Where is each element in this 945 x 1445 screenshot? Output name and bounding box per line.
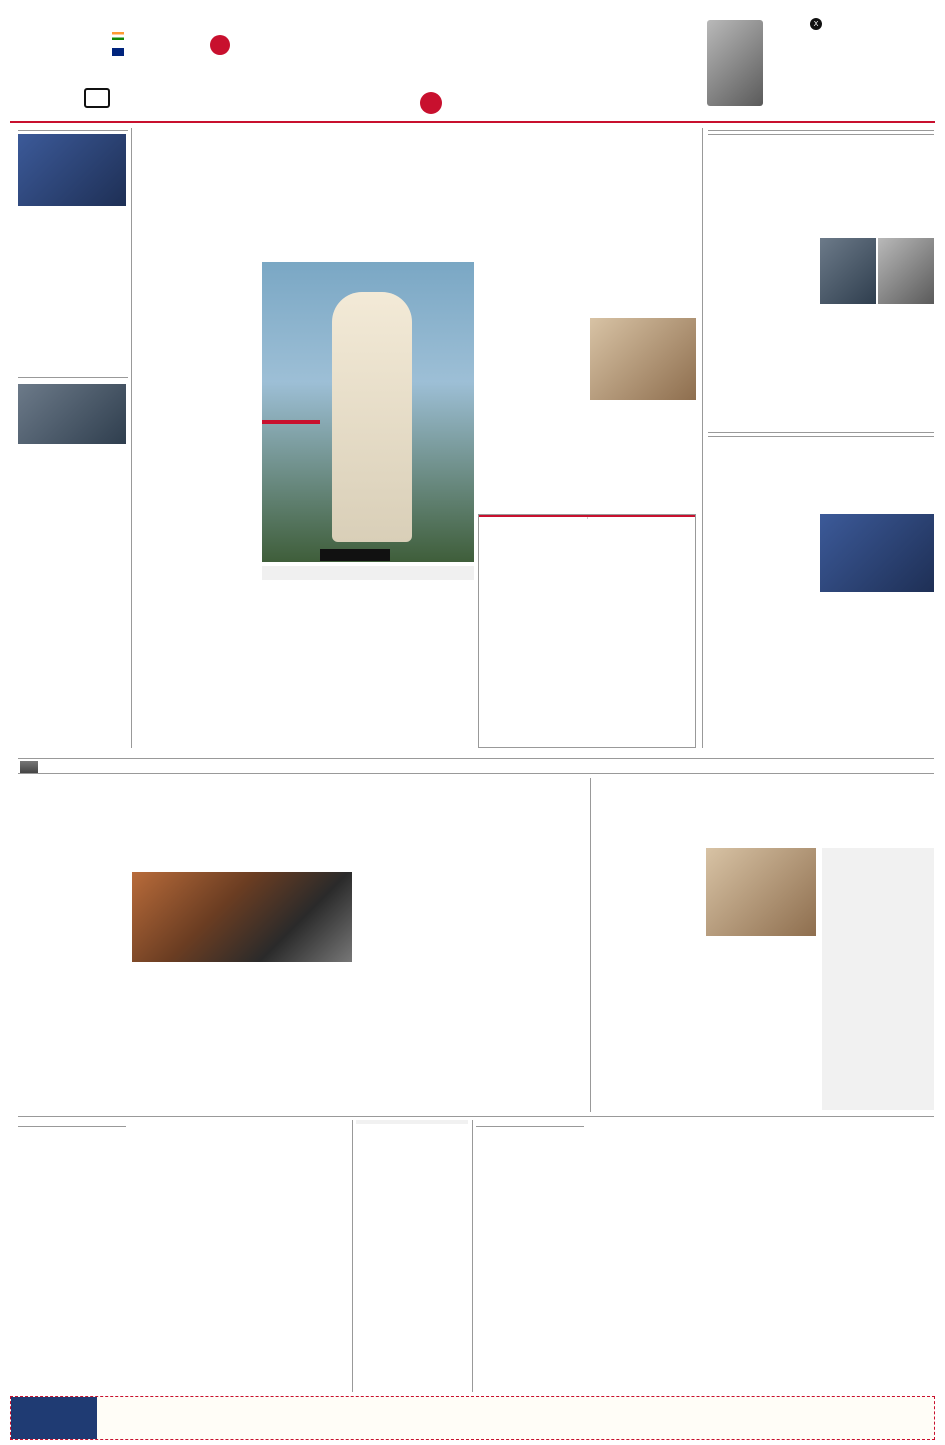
china-body-1 [18, 910, 128, 1110]
china-side-body [358, 860, 586, 1074]
corporate-building-icon [20, 761, 38, 773]
divider [590, 778, 591, 1112]
ravi-shastri-photo [707, 20, 763, 106]
insurance-body-2 [128, 1144, 234, 1392]
shami-photo [590, 318, 696, 400]
u19-body-2 [820, 594, 934, 746]
chess-body [708, 238, 816, 424]
pmkisan-headline [356, 1120, 468, 1124]
insurance-body-1 [18, 1168, 124, 1392]
insurance-email [18, 1126, 126, 1127]
flag-india-icon [112, 32, 124, 40]
paper-name [340, 95, 430, 111]
cci-story [476, 1120, 934, 1392]
shami-story [478, 262, 696, 512]
insurance-body-3 [238, 1144, 348, 1392]
match-panel [20, 28, 250, 80]
brief-body-2 [18, 447, 128, 699]
shami-body-2 [590, 402, 696, 512]
gukesh-photo [820, 238, 876, 304]
messi-photo [18, 134, 126, 206]
website [570, 97, 680, 111]
rbi-body-2 [594, 1028, 702, 1112]
cci-body-2 [590, 1144, 698, 1392]
horoscope-panel [10, 1396, 935, 1440]
day-label-box [11, 1397, 97, 1439]
brief-headline-2 [18, 377, 128, 381]
page-number [420, 92, 442, 114]
cci-email [476, 1126, 584, 1127]
vs-badge [210, 35, 230, 55]
corporate-band [18, 758, 934, 774]
lead-photo-caption [262, 566, 474, 580]
issue-date [450, 97, 560, 111]
scoreboard-left [479, 517, 587, 519]
u19-email [708, 436, 934, 437]
u19-body [708, 550, 816, 746]
lead-body-2 [136, 578, 258, 748]
lead-stats-box [262, 420, 320, 560]
tv-panel [84, 84, 284, 118]
zodiac-row [101, 1397, 933, 1439]
brief-logo [18, 128, 128, 131]
china-body-2 [132, 966, 240, 1110]
scoreboard-body [479, 517, 695, 519]
china-byline-block [18, 874, 128, 894]
tv-icon [84, 88, 110, 108]
chess-email [708, 134, 934, 135]
header-rule [10, 121, 935, 123]
lead-body-1 [136, 296, 258, 574]
brief-body-1 [18, 209, 128, 371]
lead-body-3 [262, 584, 366, 748]
cci-body-1 [476, 1168, 584, 1392]
lead-body-4 [370, 584, 474, 748]
flag-australia-icon [112, 48, 124, 56]
divider [18, 1116, 934, 1117]
divider [702, 128, 703, 748]
sports-brief-column [18, 128, 128, 748]
divider [472, 1120, 473, 1392]
scoreboard-right [587, 517, 695, 519]
insurance-story [18, 1120, 348, 1392]
rbi-body-3 [706, 938, 816, 1112]
minerals-photo [132, 872, 352, 962]
rbi-body-1 [594, 876, 702, 1026]
shami-body [478, 318, 586, 512]
chess-body-2 [820, 306, 934, 424]
atwal-photo [18, 384, 126, 444]
stat-strike-rate-label [320, 549, 390, 561]
x-logo-icon: X [810, 18, 822, 30]
header [0, 0, 945, 124]
u19-player-photo [820, 514, 934, 592]
player-silhouette [332, 292, 412, 542]
tweet-box [770, 18, 940, 118]
rbi-box [822, 848, 934, 1110]
china-body-3 [244, 966, 352, 1110]
rbi-story [594, 778, 934, 1112]
chess-kicker [708, 128, 934, 131]
chess-story [708, 128, 934, 426]
cci-body-4 [822, 1144, 934, 1392]
divider [352, 1120, 353, 1392]
china-side-box [358, 856, 586, 1110]
china-story [18, 778, 588, 840]
player-name-label [262, 420, 320, 424]
u19-kicker [708, 430, 934, 433]
shaktikanta-das-photo [706, 848, 816, 936]
ding-liren-photo [878, 238, 934, 304]
divider [131, 128, 132, 748]
scoreboard [478, 514, 696, 748]
pmkisan-body [356, 1128, 468, 1360]
lead-byline-block [136, 262, 258, 282]
masthead [380, 10, 580, 82]
u19-story [708, 430, 934, 748]
cci-body-3 [704, 1144, 816, 1392]
china-sub [18, 856, 348, 870]
pmkisan-story [356, 1120, 468, 1392]
